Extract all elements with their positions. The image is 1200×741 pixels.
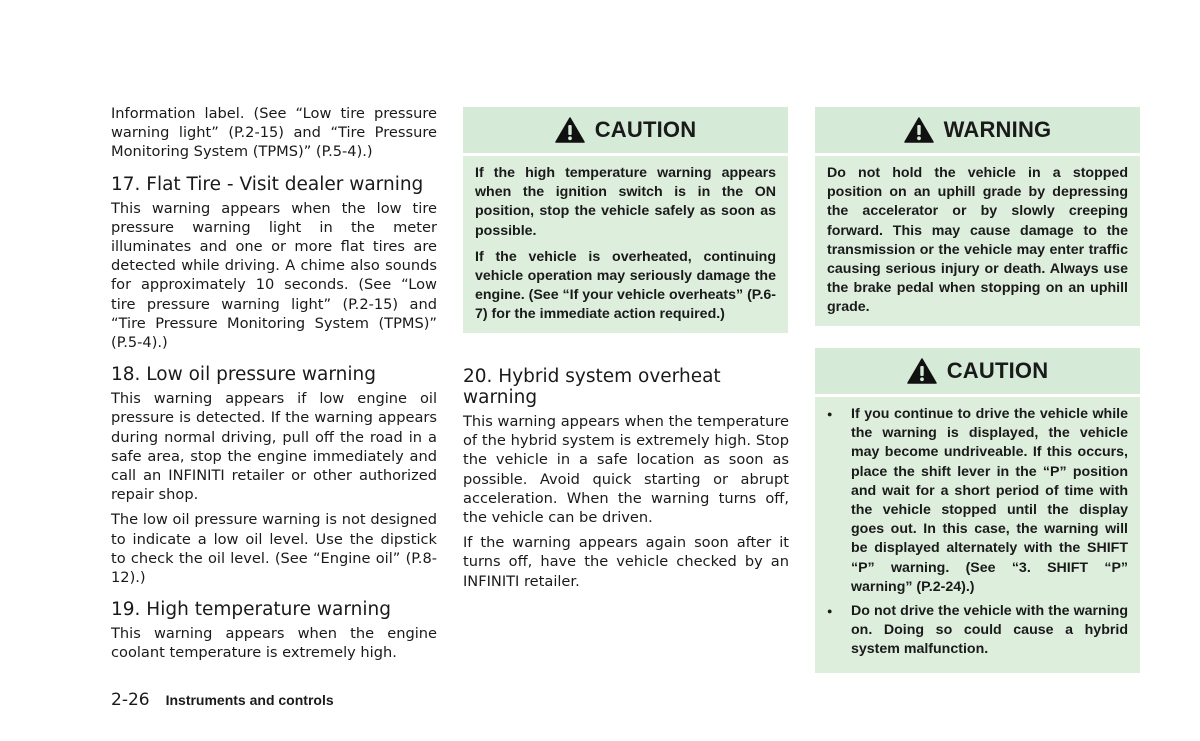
section-18-text-1: This warning appears if low engine oil pressure is detected. If the warning appears during normal driving, pull off the road in a safe area, stop the engine immediately and call an INFINITI retailer or other authorized repair shop. [111, 390, 437, 504]
caution-box-body [815, 394, 1140, 673]
caution-box-body [463, 153, 788, 333]
warning-title: WARNING [943, 117, 1052, 142]
caution-box-hybrid [815, 348, 1140, 673]
footer-section-title: Instruments and controls [165, 692, 334, 708]
caution-bullet-list [827, 405, 1128, 660]
caution-bullet-2: ● Do not drive the vehicle with the warning on. Doing so could cause a hybrid system malfunction. [827, 602, 1128, 660]
caution-paragraph-1: If the high temperature warning appears when the ignition switch is in the ON position, stop the vehicle safely as soon as possible. [475, 165, 776, 239]
section-20-heading: 20. Hybrid system overheat warning [463, 366, 721, 408]
section-18-text-2: The low oil pressure warning is not designed to indicate a low oil level. Use the dipstick to check the oil level. (See “Engine oil” (P.8-12).) [111, 511, 437, 587]
page-number: 2-26 [111, 690, 150, 710]
section-19-text: This warning appears when the engine coolant temperature is extremely high. [111, 625, 437, 662]
intro-paragraph: Information label. (See “Low tire pressure warning light” (P.2-15) and “Tire Pressure Monitoring System (TPMS)” (P.5-4).) [111, 105, 437, 161]
section-17-heading: 17. Flat Tire - Visit dealer warning [111, 173, 424, 195]
caution-box-header [463, 107, 788, 153]
column-left [111, 104, 437, 669]
caution-box-temperature [463, 107, 788, 333]
section-19-heading: 19. High temperature warning [111, 599, 391, 621]
warning-box-header [815, 107, 1140, 153]
caution-title: CAUTION [594, 117, 697, 142]
column-middle-text [463, 354, 789, 597]
warning-paragraph: Do not hold the vehicle in a stopped position on an uphill grade by depressing the accelerator or by slowly creeping forward. This may cause damage to the transmission or the vehicle may enter traffic causing serious injury or death. Always use the brake pedal when stopping on an uphill grade. [827, 165, 1128, 316]
warning-box-body [815, 153, 1140, 326]
section-17-text: This warning appears when the low tire pressure warning light in the meter illuminates and one or more flat tires are detected while driving. A chime also sounds for approximately 10 seconds. (See “Low tire pressure warning light” (P.2-15) and “Tire Pressure Monitoring System (TPMS)” (P.5-4).) [111, 199, 437, 352]
caution-box-header [815, 348, 1140, 394]
warning-triangle-icon [907, 358, 937, 384]
warning-triangle-icon [904, 117, 934, 143]
section-20-text-1: This warning appears when the temperature of the hybrid system is extremely high. Stop the vehicle in a safe location as soon as possible. Avoid quick starting or abrupt acceleration. When the warning turns off, the vehicle can be driven. [463, 413, 789, 527]
caution-title: CAUTION [946, 358, 1049, 383]
page-footer [111, 690, 334, 710]
warning-triangle-icon [555, 117, 585, 143]
section-20-text-2: If the warning appears again soon after it turns off, have the vehicle checked by an INFINITI retailer. [463, 534, 789, 590]
section-18-heading: 18. Low oil pressure warning [111, 364, 376, 386]
caution-paragraph-2: If the vehicle is overheated, continuing vehicle operation may seriously damage the engine. (See “If your vehicle overheats” (P.6-7) for the immediate action required.) [475, 248, 776, 323]
caution-bullet-1: ● If you continue to drive the vehicle while the warning is displayed, the vehicle may become undriveable. If this occurs, place the shift lever in the “P” position and wait for a short period of time with the vehicle stopped until the display goes out. In this case, the warning will be displayed alternately with the SHIFT “P” warning. (See “3. SHIFT “P” warning” (P.2-24).) [827, 405, 1128, 597]
warning-box-uphill [815, 107, 1140, 326]
